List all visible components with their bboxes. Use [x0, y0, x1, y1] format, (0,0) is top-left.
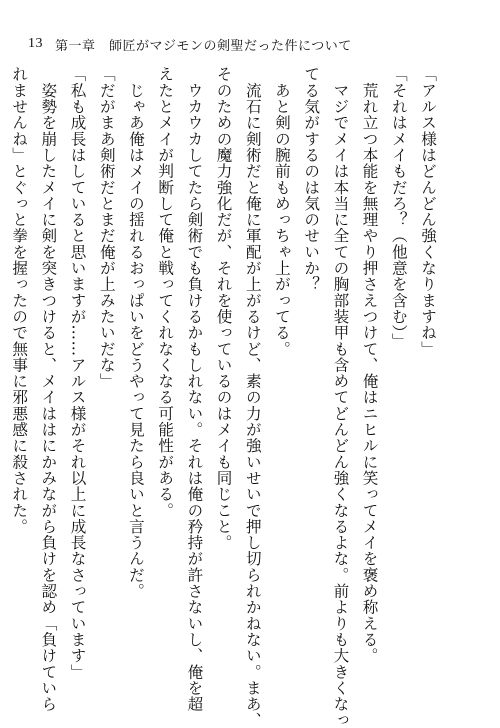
text-line: マジでメイは本当に全ての胸部装甲も含めてどんどん強くなるよな。前よりも大きくなっ	[331, 66, 350, 728]
text-line: 流石に剣術だと俺に軍配が上がるけど、素の力が強いせいで押し切られかねない。まあ、	[243, 66, 262, 728]
text-line: そのための魔力強化だが、それを使っているのはメイも同じこと。	[214, 66, 233, 551]
text-line: 荒れ立つ本能を無理やり押さえつけて、俺はニヒルに笑ってメイを褒め称える。	[360, 66, 379, 664]
page-number: 13	[28, 36, 43, 51]
text-line: あと剣の腕前もめっちゃ上がってる。	[272, 66, 291, 357]
text-line: 「私も成長はしていると思いますが……アルス様がそれ以上に成長なさっています」	[68, 66, 87, 680]
text-line	[0, 66, 4, 691]
running-header	[28, 34, 352, 54]
text-line: じゃあ俺はメイの揺れるおっぱいをどうやって見たら良いと言うんだ。	[126, 66, 145, 599]
chapter-title: 第一章 師匠がマジモンの剣聖だった件について	[55, 38, 352, 54]
text-line: 姿勢を崩したメイに剣を突きつけると、メイははにかみながら負けを認め「負けていら	[39, 66, 58, 712]
text-line: 「それはメイもだろ？（他意を含む）」	[389, 66, 408, 349]
vertical-body-text	[10, 66, 442, 728]
text-line: てる気がするのは気のせいか？	[302, 66, 321, 293]
text-line: ウカウカしてたら剣術でも負けるかもしれない。それは俺の矜持が許さないし、俺を超	[185, 66, 204, 712]
text-line: 「だがまあ剣術だとまだ俺が上みたいだな」	[97, 66, 116, 389]
text-line: えたとメイが判断して俺と戦ってくれなくなる可能性がある。	[156, 66, 175, 519]
text-line: 「アルス様はどんどん強くなりますね」	[419, 66, 437, 357]
text-line: れませんね」とぐっと拳を握ったので無事に邪悪感に殺された。	[10, 66, 29, 535]
